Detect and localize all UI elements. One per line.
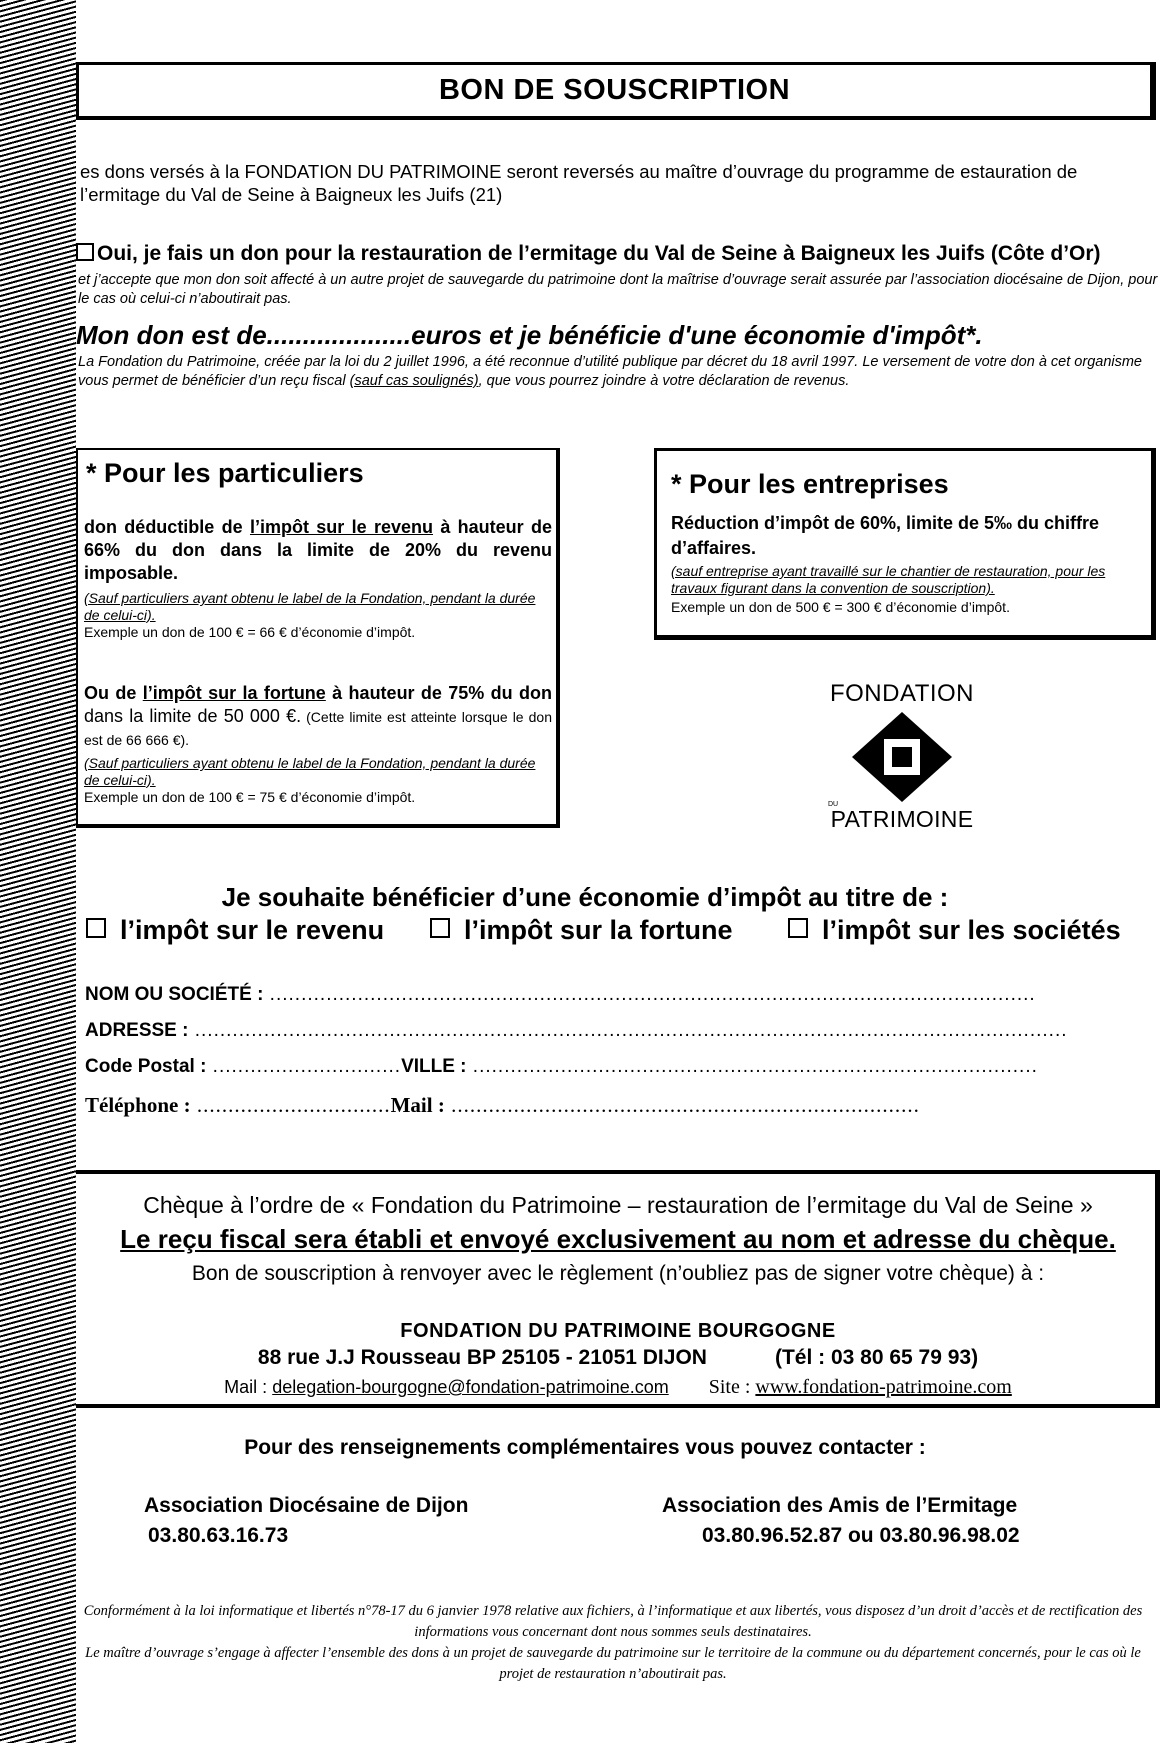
nom-field[interactable]: NOM OU SOCIÉTÉ : ..........................................................................................................................	[85, 984, 1036, 1005]
don-sub-a: La Fondation du Patrimoine, créée par la loi du 2 juillet 1996, a été reconnue d’utilité publique par décret du 18 avril 1997. Le versement de votre don à cet organisme vous permet de bénéficier d’un reçu fiscal	[78, 354, 1143, 389]
org-address-line	[76, 1346, 1160, 1370]
entreprises-note: (sauf entreprise ayant travaillé sur le chantier de restauration, pour les travaux figurant dans la convention de souscription).	[671, 563, 1106, 596]
tax-opt3-label: l’impôt sur les sociétés	[822, 915, 1121, 945]
tax-option-societes[interactable]	[788, 915, 1121, 946]
particuliers-note1: (Sauf particuliers ayant obtenu le label de la Fondation, pendant la durée de celui-ci).	[84, 590, 536, 623]
adresse-label: ADRESSE :	[85, 1020, 189, 1041]
asso-amis-phone1: 03.80.96.52.87	[702, 1524, 843, 1547]
tel-label: Téléphone :	[85, 1093, 191, 1117]
part-p2u: l’impôt sur la fortune	[142, 683, 326, 703]
asso-amis-name: Association des Amis de l’Ermitage	[662, 1494, 1018, 1517]
cheque-order-line: Chèque à l’ordre de « Fondation du Patrimoine – restauration de l’ermitage du Val de Seine »	[143, 1192, 1093, 1218]
logo-du: DU	[828, 801, 839, 808]
intro-text: es dons versés à la FONDATION DU PATRIMOINE seront reversés au maître d’ouvrage du programme de estauration de l’ermitage du Val de Seine à Baigneux les Juifs (21)	[80, 161, 1078, 205]
tax-option-fortune[interactable]	[430, 915, 733, 946]
part-p1b: à hauteur de 66% du don dans la limite de 20% du revenu imposable.	[84, 517, 552, 583]
tax-option-revenu[interactable]	[86, 915, 384, 946]
org-site-link[interactable]: www.fondation-patrimoine.com	[755, 1376, 1012, 1398]
tax-opt1-label: l’impôt sur le revenu	[120, 915, 385, 945]
part-p2d: (Cette limite est atteinte lorsque le don est de 66 666 €).	[84, 709, 552, 748]
oui-checkbox-label[interactable]	[76, 242, 1166, 266]
part-p2b: à hauteur de 75% du don	[325, 683, 553, 703]
org-email-link[interactable]: delegation-bourgogne@fondation-patrimoine.com	[272, 1377, 669, 1397]
recu-fiscal-line: Le reçu fiscal sera établi et envoyé exclusivement au nom et adresse du chèque.	[120, 1224, 1116, 1254]
checkbox-fortune[interactable]	[430, 918, 450, 938]
footer-line1: Conformément à la loi informatique et libertés n°78-17 du 6 janvier 1978 relative aux fichiers, à l’informatique et aux libertés, vous disposez d’un droit d’accès et de rectification des informations vous concernant dont nous sommes seuls destinataires.	[83, 1603, 1143, 1640]
don-sub-u: (sauf cas soulignés)	[349, 373, 479, 389]
telephone-field[interactable]: Téléphone : ...............................Mail : ...........................................................................	[85, 1093, 920, 1117]
checkbox-revenu[interactable]	[86, 918, 106, 938]
particuliers-example2: Exemple un don de 100 € = 75 € d’économie d’impôt.	[84, 789, 416, 805]
org-name: FONDATION DU PATRIMOINE BOURGOGNE	[400, 1320, 836, 1342]
legal-footer	[78, 1601, 1148, 1685]
tax-opt2-label: l’impôt sur la fortune	[464, 915, 733, 945]
scan-edge-hatching	[0, 0, 76, 1743]
entreprises-box	[654, 448, 1156, 640]
ville-label: VILLE :	[401, 1056, 467, 1077]
logo-word-top: FONDATION	[829, 680, 975, 707]
org-address: 88 rue J.J Rousseau BP 25105 - 21051 DIJON	[257, 1346, 707, 1369]
entreprises-title: * Pour les entreprises	[671, 469, 949, 499]
org-web-line	[76, 1376, 1160, 1399]
logo-word-bottom: PATRIMOINE	[830, 806, 974, 832]
renvoyer-line: Bon de souscription à renvoyer avec le règlement (n’oubliez pas de signer votre chèque) à :	[191, 1262, 1045, 1285]
checkbox-societes[interactable]	[788, 918, 808, 938]
particuliers-title: * Pour les particuliers	[86, 458, 364, 488]
entreprises-text: Réduction d’impôt de 60%, limite de 5‰ du chiffre d’affaires.	[671, 513, 1100, 558]
footer-line2: Le maître d’ouvrage s’engage à affecter l’ensemble des dons à un projet de sauvegarde du patrimoine sur le territoire de la commune ou du département concernés, pour le cas où le projet de restauration n’aboutirait pas.	[85, 1645, 1141, 1682]
asso-amis-or: ou	[847, 1524, 874, 1547]
part-p2c: dans la limite de 50 000 €.	[84, 706, 302, 726]
particuliers-revenu-text	[84, 516, 552, 585]
entreprises-example: Exemple un don de 500 € = 300 € d’économie d’impôt.	[671, 599, 1010, 615]
site-prefix: Site :	[708, 1376, 756, 1398]
particuliers-example1: Exemple un don de 100 € = 66 € d’économie d’impôt.	[84, 624, 416, 640]
cp-label: Code Postal :	[85, 1056, 207, 1077]
nom-label: NOM OU SOCIÉTÉ :	[85, 984, 264, 1005]
adresse-field[interactable]: ADRESSE : ...........................................................................................................................................	[85, 1020, 1068, 1041]
asso-diocesaine-phone: 03.80.63.16.73	[148, 1524, 289, 1547]
don-subtext	[78, 353, 1163, 391]
code-postal-field[interactable]: Code Postal : ..............................VILLE : ..........................................................................................	[85, 1056, 1038, 1077]
part-p1a: don déductible de	[84, 517, 250, 537]
particuliers-note2: (Sauf particuliers ayant obtenu le label de la Fondation, pendant la durée de celui-ci).	[84, 755, 536, 788]
particuliers-fortune-text	[84, 682, 552, 751]
part-p1u: l’impôt sur le revenu	[249, 517, 433, 537]
asso-amis-phone2: 03.80.96.98.02	[879, 1524, 1020, 1547]
particuliers-box	[76, 448, 560, 828]
contact-heading: Pour des renseignements complémentaires vous pouvez contacter :	[244, 1436, 926, 1459]
part-p2a: Ou de	[84, 683, 143, 703]
don-sub-b: , que vous pourrez joindre à votre déclaration de revenus.	[478, 373, 850, 389]
oui-label: Oui, je fais un don pour la restauration de l’ermitage du Val de Seine à Baigneux les Juifs (Côte d’Or)	[97, 242, 1101, 265]
logo-diamond-icon	[852, 712, 952, 802]
title-box	[76, 62, 1156, 120]
cheque-box	[76, 1170, 1160, 1408]
oui-subtext: et j’accepte que mon don soit affecté à un autre projet de sauvegarde du patrimoine dont la maîtrise d’ouvrage serait assurée par l’association diocésaine de Dijon, pour le cas où celui-ci n’aboutirait pas.	[78, 272, 1158, 307]
mail-label: Mail :	[390, 1093, 445, 1117]
mail-prefix: Mail :	[224, 1377, 273, 1397]
asso-diocesaine-name: Association Diocésaine de Dijon	[144, 1494, 469, 1517]
oui-checkbox[interactable]	[76, 243, 94, 261]
page-title: BON DE SOUSCRIPTION	[438, 74, 791, 106]
don-amount-line[interactable]: Mon don est de....................euros et je bénéficie d'une économie d'impôt*.	[76, 320, 983, 350]
org-phone: (Tél : 03 80 65 79 93)	[774, 1346, 979, 1369]
tax-heading: Je souhaite bénéficier d’une économie d’impôt au titre de :	[221, 882, 949, 912]
asso-amis-phones	[702, 1524, 1020, 1548]
fondation-logo	[822, 680, 982, 830]
